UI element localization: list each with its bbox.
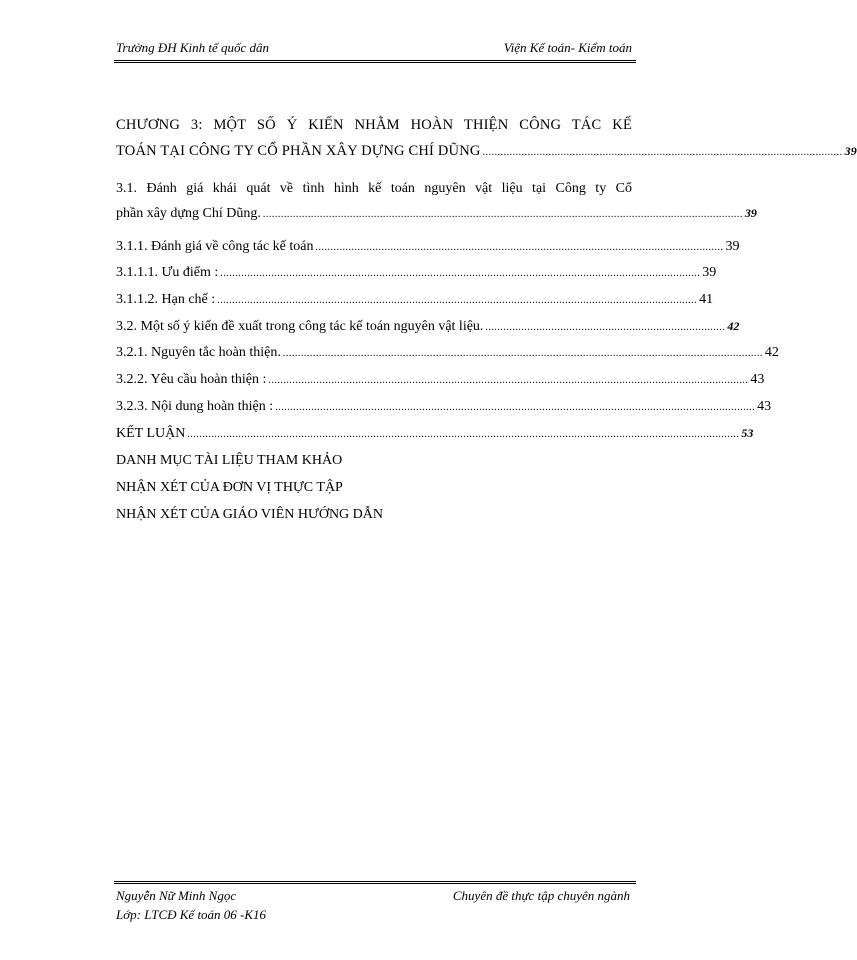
toc-entry-references[interactable]: DANH MỤC TÀI LIỆU THAM KHẢO: [116, 453, 343, 468]
table-of-contents: [116, 112, 857, 528]
toc-3-1-1-2-page: 41: [699, 292, 714, 307]
toc-entry-conclusion[interactable]: [116, 420, 754, 447]
toc-entry-3-1[interactable]: [116, 176, 757, 234]
dot-leader: ................................................................................................................................................................: [268, 375, 749, 386]
toc-entry-teacher-review[interactable]: NHẬN XÉT CỦA GIÁO VIÊN HƯỚNG DẪN: [116, 507, 383, 522]
header-university: Trường ĐH Kinh tế quốc dân: [116, 40, 270, 55]
toc-conclusion-text: KẾT LUẬN: [116, 426, 186, 441]
footer-rule: [114, 881, 636, 884]
dot-leader: ................................................................................................................................................................: [220, 268, 701, 279]
toc-3-2-2-text: 3.2.2. Yêu cầu hoàn thiện :: [116, 372, 267, 387]
toc-3-2-text: 3.2. Một số ý kiến đề xuất trong công tác kế toán nguyên vật liệu.: [116, 319, 484, 334]
toc-3-2-3-page: 43: [757, 399, 772, 414]
toc-3-1-1-2-text: 3.1.1.2. Hạn chế :: [116, 292, 216, 307]
toc-3-2-3-text: 3.2.3. Nội dung hoàn thiện :: [116, 399, 274, 414]
page-header: [116, 40, 636, 60]
page-footer: [116, 886, 636, 924]
dot-leader: ........................................................................................................................: [482, 147, 843, 158]
toc-3-1-1-1-page: 39: [702, 265, 717, 280]
toc-entry-3-2-2[interactable]: [116, 366, 765, 393]
toc-entry-unit-review[interactable]: NHẬN XÉT CỦA ĐƠN VỊ THỰC TẬP: [116, 480, 343, 495]
toc-3-1-line1: 3.1. Đánh giá khái quát về tình hình kế toán nguyên vật liệu tại Công ty Cổ: [116, 181, 632, 196]
toc-3-1-line2: phần xây dựng Chí Dũng.: [116, 206, 261, 221]
toc-entry-3-2-1[interactable]: [116, 340, 779, 366]
toc-3-1-1-page: 39: [725, 239, 740, 254]
toc-3-1-1-text: 3.1.1. Đánh giá về công tác kế toán: [116, 239, 314, 254]
dot-leader: ................................................................................: [485, 322, 726, 333]
toc-chapter3-line2: TOÁN TẠI CÔNG TY CỔ PHẦN XÂY DỰNG CHÍ DŨNG: [116, 143, 481, 159]
dot-leader: ........................................................................................................................................................................................: [187, 429, 740, 440]
toc-entry-3-1-1-1[interactable]: [116, 260, 717, 286]
dot-leader: ................................................................................................................................................................: [282, 348, 763, 359]
toc-3-2-1-text: 3.2.1. Nguyên tắc hoàn thiện.: [116, 345, 281, 360]
toc-conclusion-page: 53: [741, 426, 754, 440]
footer-class: Lớp: LTCĐ Kế toán 06 -K16: [116, 907, 267, 922]
toc-entry-3-1-1[interactable]: [116, 234, 740, 260]
toc-3-2-2-page: 43: [750, 372, 765, 387]
dot-leader: ................................................................................................................................................................: [217, 295, 698, 306]
footer-author: Nguyễn Nữ Minh Ngọc: [116, 888, 237, 903]
header-institute: Viện Kế toán- Kiểm toán: [503, 40, 632, 55]
toc-3-1-1-1-text: 3.1.1.1. Ưu điểm :: [116, 265, 219, 280]
footer-report-title: Chuyên đề thực tập chuyên ngành: [452, 888, 630, 903]
toc-entry-chapter3[interactable]: [116, 112, 857, 170]
toc-3-2-1-page: 42: [764, 345, 779, 360]
toc-3-2-page: 42: [727, 319, 740, 333]
toc-chapter3-line1: CHƯƠNG 3: MỘT SỐ Ý KIẾN NHẰM HOÀN THIỆN CÔNG TÁC KẾ: [116, 117, 632, 133]
toc-chapter3-page: 39: [844, 144, 857, 158]
dot-leader: ................................................................................................................................................................: [275, 402, 756, 413]
dot-leader: ................................................................................................................................................................: [262, 209, 743, 220]
toc-3-1-page: 39: [744, 206, 757, 220]
dot-leader: ........................................................................................................................................: [315, 242, 724, 253]
toc-entry-3-2[interactable]: [116, 313, 740, 340]
toc-entry-3-1-1-2[interactable]: [116, 286, 714, 313]
header-rule: [114, 60, 636, 63]
toc-entry-3-2-3[interactable]: [116, 393, 772, 420]
